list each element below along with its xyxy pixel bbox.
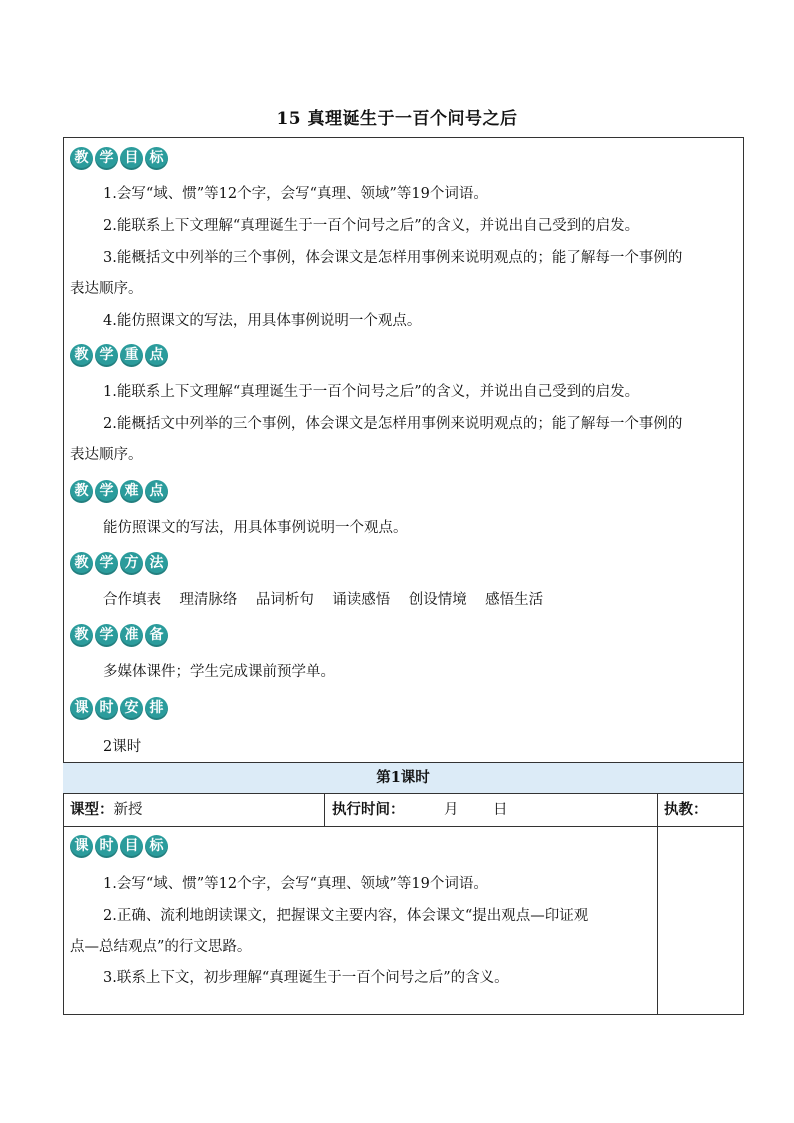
badge-char: 目 <box>120 835 143 858</box>
execution-time <box>332 800 405 820</box>
execution-month: 月 <box>444 802 459 818</box>
badge-schedule <box>70 697 168 720</box>
badge-char: 时 <box>95 835 118 858</box>
key-point-line: 1.能联系上下文理解“真理诞生于一百个问号之后”的含义，并说出自己受到的启发。 <box>103 384 640 400</box>
lesson-goal-line: 3.联系上下文，初步理解“真理诞生于一百个问号之后”的含义。 <box>103 970 509 986</box>
badge-char: 教 <box>70 552 93 575</box>
lesson-goal-line: 点—总结观点”的行文思路。 <box>70 939 252 955</box>
badge-char: 课 <box>70 835 93 858</box>
badge-char: 重 <box>120 344 143 367</box>
badge-char: 难 <box>120 480 143 503</box>
badge-char: 标 <box>145 835 168 858</box>
col-divider <box>324 794 325 826</box>
execution-time-label: 执行时间： <box>332 801 405 818</box>
goal-line: 2.能联系上下文理解“真理诞生于一百个问号之后”的含义，并说出自己受到的启发。 <box>103 218 640 234</box>
row-divider <box>63 826 744 827</box>
key-point-line: 表达顺序。 <box>70 447 143 463</box>
badge-methods <box>70 552 168 575</box>
badge-char: 教 <box>70 344 93 367</box>
lesson-type <box>70 800 143 820</box>
badge-char: 安 <box>120 697 143 720</box>
col-divider <box>657 794 658 1015</box>
preparation-line: 多媒体课件；学生完成课前预学单。 <box>103 664 335 680</box>
teacher-label: 执教： <box>664 801 708 818</box>
badge-char: 学 <box>95 552 118 575</box>
goal-line: 3.能概括文中列举的三个事例，体会课文是怎样用事例来说明观点的；能了解每一个事例的 <box>103 250 683 266</box>
badge-difficulties <box>70 480 168 503</box>
badge-char: 教 <box>70 147 93 170</box>
lesson-header: 第1课时 <box>63 762 743 794</box>
badge-char: 学 <box>95 624 118 647</box>
goal-line: 4.能仿照课文的写法，用具体事例说明一个观点。 <box>103 313 422 329</box>
lesson-goal-line: 2.正确、流利地朗读课文，把握课文主要内容，体会课文“提出观点—印证观 <box>103 908 589 924</box>
badge-preparation <box>70 624 168 647</box>
execution-day: 日 <box>493 802 508 818</box>
badge-char: 学 <box>95 147 118 170</box>
badge-char: 学 <box>95 344 118 367</box>
badge-char: 备 <box>145 624 168 647</box>
badge-char: 点 <box>145 344 168 367</box>
methods-line: 合作填表 理清脉络 品词析句 诵读感悟 创设情境 感悟生活 <box>103 592 544 608</box>
document-title: 15 真理诞生于一百个问号之后 <box>276 109 518 129</box>
badge-teaching-goals <box>70 147 168 170</box>
lesson-type-value: 新授 <box>113 802 143 818</box>
lesson-type-label: 课型： <box>70 801 114 818</box>
badge-char: 准 <box>120 624 143 647</box>
badge-char: 目 <box>120 147 143 170</box>
badge-char: 标 <box>145 147 168 170</box>
lesson-goal-line: 1.会写“域、惯”等12个字，会写“真理、领域”等19个词语。 <box>103 876 488 892</box>
badge-char: 教 <box>70 624 93 647</box>
badge-char: 教 <box>70 480 93 503</box>
goal-line: 表达顺序。 <box>70 281 143 297</box>
badge-char: 排 <box>145 697 168 720</box>
badge-char: 时 <box>95 697 118 720</box>
badge-char: 课 <box>70 697 93 720</box>
badge-lesson-goals <box>70 835 168 858</box>
badge-char: 方 <box>120 552 143 575</box>
difficulty-line: 能仿照课文的写法，用具体事例说明一个观点。 <box>103 520 408 536</box>
schedule-line: 2课时 <box>103 739 142 755</box>
badge-char: 点 <box>145 480 168 503</box>
badge-key-points <box>70 344 168 367</box>
badge-char: 法 <box>145 552 168 575</box>
key-point-line: 2.能概括文中列举的三个事例，体会课文是怎样用事例来说明观点的；能了解每一个事例的 <box>103 416 683 432</box>
badge-char: 学 <box>95 480 118 503</box>
goal-line: 1.会写“域、惯”等12个字，会写“真理、领域”等19个词语。 <box>103 186 488 202</box>
